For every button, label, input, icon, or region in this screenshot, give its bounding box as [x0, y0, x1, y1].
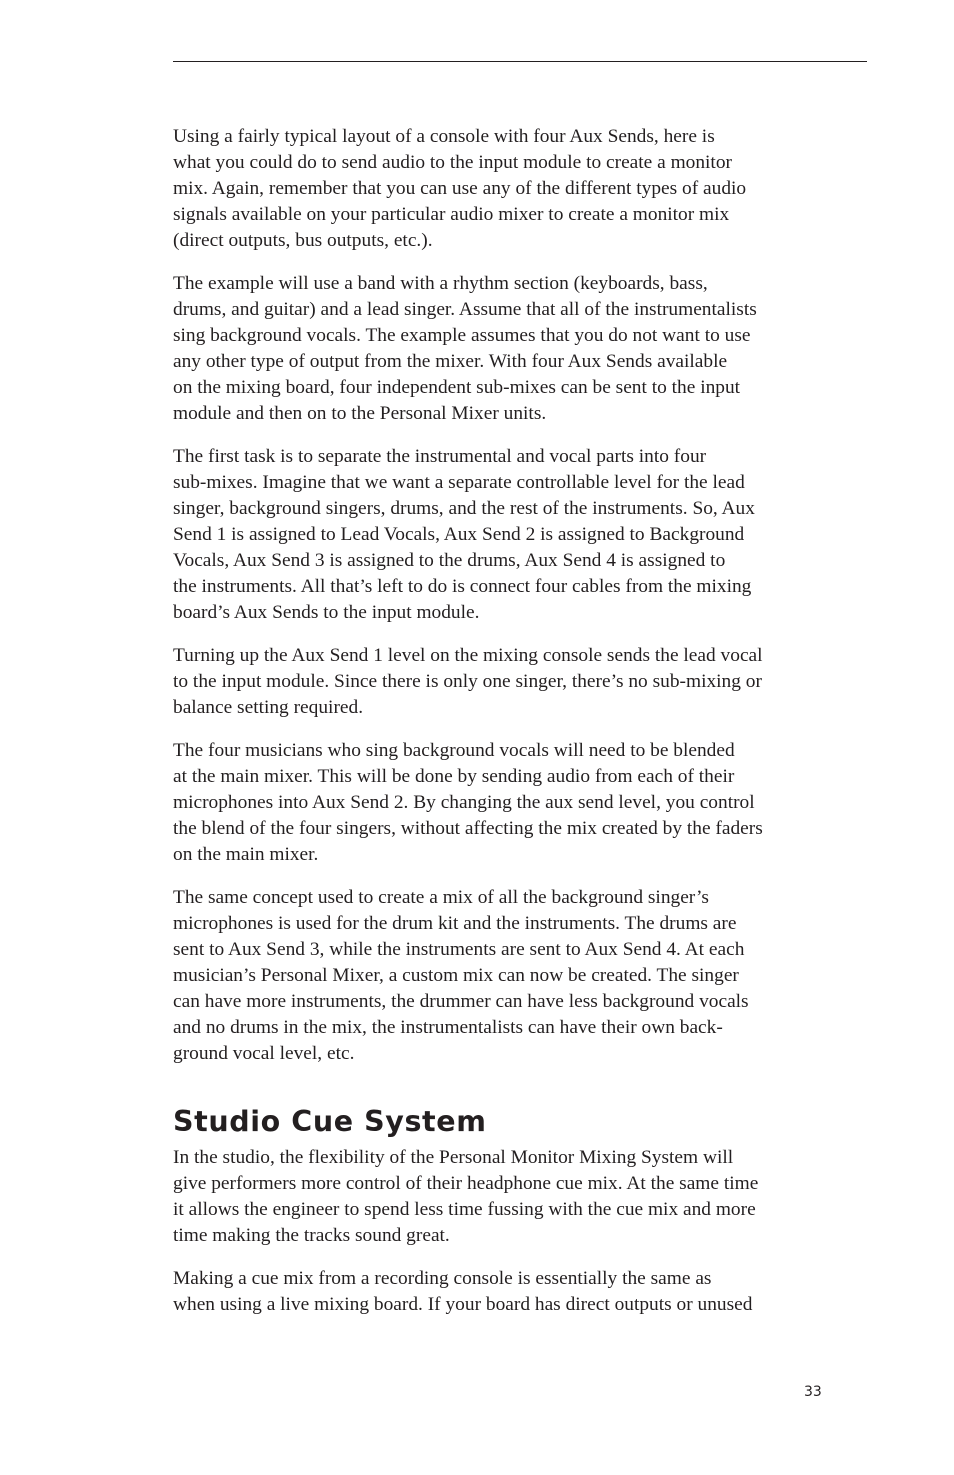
section-heading: Studio Cue System [173, 1105, 487, 1138]
text-line: ground vocal level, etc. [173, 1043, 355, 1064]
body-paragraph [173, 1145, 863, 1249]
body-paragraph [173, 124, 863, 254]
text-line: The first task is to separate the instrumental and vocal parts into four [173, 446, 707, 467]
text-line: (direct outputs, bus outputs, etc.). [173, 230, 433, 251]
body-paragraph [173, 885, 863, 1067]
body-paragraph [173, 271, 863, 427]
header-rule [173, 61, 867, 62]
text-line: microphones into Aux Send 2. By changing the aux send level, you control [173, 792, 755, 813]
page-body [173, 124, 863, 1335]
text-line: Making a cue mix from a recording console is essentially the same as [173, 1268, 712, 1289]
text-line: the blend of the four singers, without affecting the mix created by the faders [173, 818, 763, 839]
text-line: drums, and guitar) and a lead singer. Assume that all of the instrumentalists [173, 299, 757, 320]
text-line: it allows the engineer to spend less time fussing with the cue mix and more [173, 1199, 756, 1220]
text-line: sent to Aux Send 3, while the instruments are sent to Aux Send 4. At each [173, 939, 745, 960]
page-number: 33 [804, 1384, 822, 1400]
text-line: board’s Aux Sends to the input module. [173, 602, 480, 623]
body-paragraph [173, 643, 863, 721]
text-line: The four musicians who sing background vocals will need to be blended [173, 740, 735, 761]
intro-text [173, 124, 863, 1067]
text-line: sing background vocals. The example assumes that you do not want to use [173, 325, 751, 346]
body-paragraph [173, 1266, 863, 1318]
text-line: musician’s Personal Mixer, a custom mix can now be created. The singer [173, 965, 739, 986]
text-line: balance setting required. [173, 697, 364, 718]
text-line: what you could do to send audio to the input module to create a monitor [173, 152, 732, 173]
text-line: mix. Again, remember that you can use any of the different types of audio [173, 178, 747, 199]
text-line: module and then on to the Personal Mixer units. [173, 403, 547, 424]
text-line: and no drums in the mix, the instrumentalists can have their own back- [173, 1017, 723, 1038]
text-line: microphones is used for the drum kit and the instruments. The drums are [173, 913, 737, 934]
text-line: when using a live mixing board. If your board has direct outputs or unused [173, 1294, 753, 1315]
text-line: signals available on your particular audio mixer to create a monitor mix [173, 204, 730, 225]
text-line: can have more instruments, the drummer can have less background vocals [173, 991, 749, 1012]
section-text [173, 1145, 863, 1318]
text-line: sub-mixes. Imagine that we want a separate controllable level for the lead [173, 472, 745, 493]
text-line: the instruments. All that’s left to do is connect four cables from the mixing [173, 576, 752, 597]
text-line: time making the tracks sound great. [173, 1225, 450, 1246]
text-line: to the input module. Since there is only one singer, there’s no sub-mixing or [173, 671, 762, 692]
body-paragraph [173, 444, 863, 626]
text-line: Using a fairly typical layout of a console with four Aux Sends, here is [173, 126, 715, 147]
text-line: on the main mixer. [173, 844, 319, 865]
text-line: Turning up the Aux Send 1 level on the mixing console sends the lead vocal [173, 645, 763, 666]
text-line: Send 1 is assigned to Lead Vocals, Aux Send 2 is assigned to Background [173, 524, 745, 545]
body-paragraph [173, 738, 863, 868]
text-line: In the studio, the flexibility of the Personal Monitor Mixing System will [173, 1147, 734, 1168]
text-line: on the mixing board, four independent sub-mixes can be sent to the input [173, 377, 741, 398]
text-line: any other type of output from the mixer. With four Aux Sends available [173, 351, 728, 372]
text-line: Vocals, Aux Send 3 is assigned to the drums, Aux Send 4 is assigned to [173, 550, 726, 571]
text-line: singer, background singers, drums, and the rest of the instruments. So, Aux [173, 498, 755, 519]
text-line: at the main mixer. This will be done by sending audio from each of their [173, 766, 735, 787]
text-line: The example will use a band with a rhythm section (keyboards, bass, [173, 273, 708, 294]
text-line: give performers more control of their headphone cue mix. At the same time [173, 1173, 759, 1194]
text-line: The same concept used to create a mix of all the background singer’s [173, 887, 709, 908]
